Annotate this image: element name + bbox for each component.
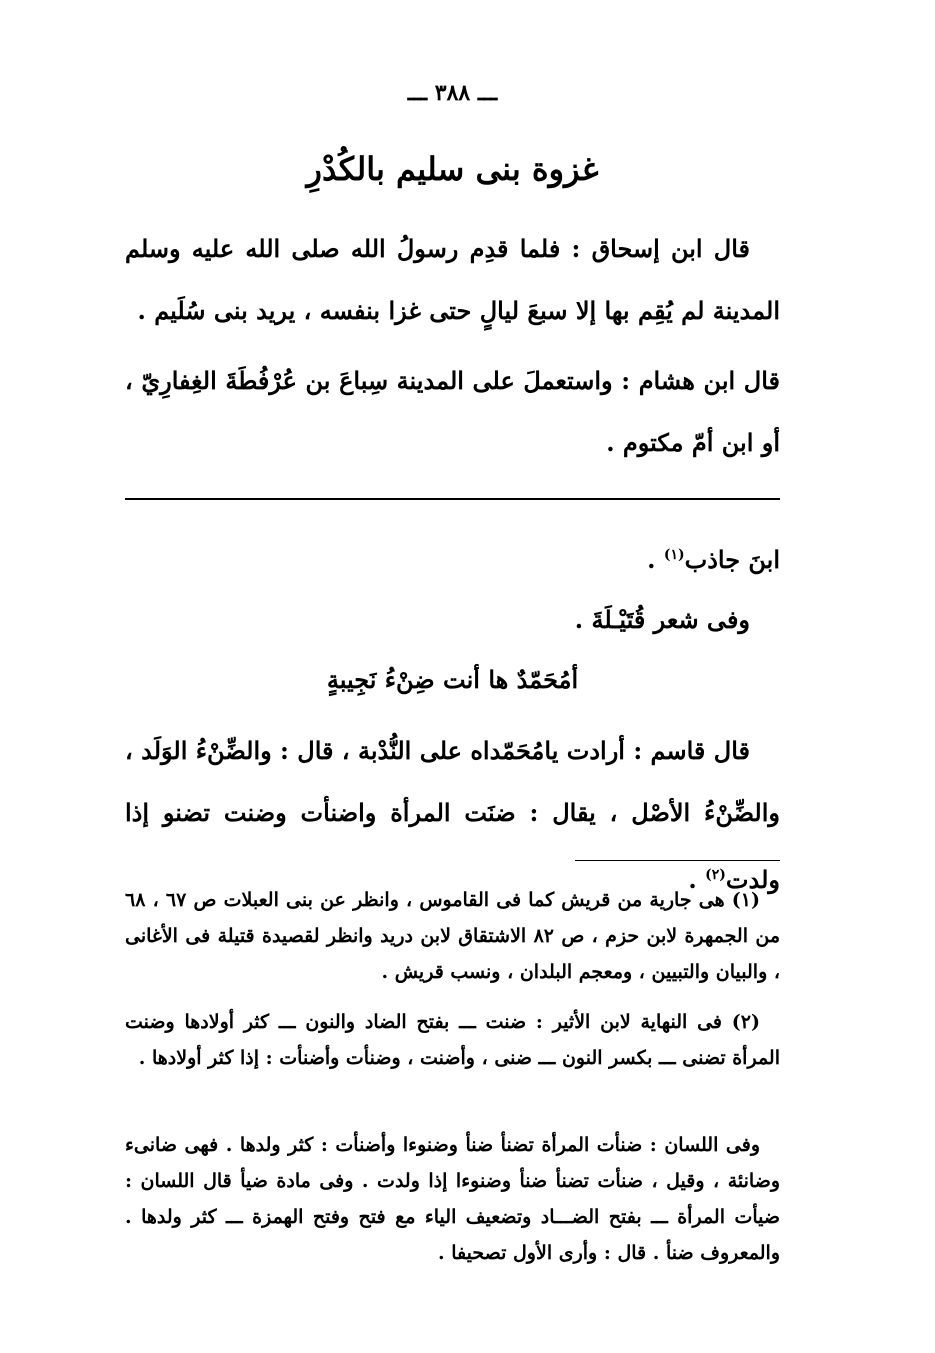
footnote-ref-2: (٢)	[705, 867, 726, 883]
continuation-end-1: .	[647, 545, 664, 574]
paragraph-ibn-hisham: قال ابن هشام : واستعملَ على المدينة سِباعَ بن عُرْفُطَةَ الغِفارِيّ ، أو ابن أمّ مكتوم .	[125, 366, 780, 457]
poem-verse: أمُحَمّدٌ ها أنت ضِنْءُ نَجِيبةٍ	[326, 665, 579, 694]
paragraph-ibn-ishaq: قال ابن إسحاق : فلما قدِم رسولُ الله صلى الله عليه وسلم المدينة لم يُقِم بها إلا سبعَ ليالٍ حتى غزا بنفسه ، يريد بنى سُلَيم .	[125, 234, 780, 325]
page-number: ـــ ٣٨٨ ـــ	[407, 80, 498, 106]
chapter-title: غزوة بنى سليم بالكُدْرِ	[306, 150, 599, 188]
footnote-2-continued: وفى اللسان : ضنأت المرأة تضنأ ضنأ وضنوءا وأضنأت : كثر ولدها . فهى ضانىء وضانئة ، وقيل ، ضنأت تضنأ ضنأ وضنوءا إذا ولدت . وفى مادة ضيأ قال اللسان : ضيأت المرأة ـــ بفتح الضـــاد وتضعيف الياء مع فتح وفتح الهمزة ـــ كثر ولدها . والمعروف ضنأ . قال : وأرى الأول تصحيفا .	[125, 1134, 780, 1264]
paragraph-qasim-end: .	[688, 865, 706, 894]
section-divider	[125, 498, 780, 500]
footnote-ref-1: (١)	[663, 547, 685, 563]
continuation-line-2: وفى شعر قُتَيْـلَةَ .	[574, 605, 750, 634]
continuation-line-1	[647, 545, 780, 574]
paragraph-qasim-text: قال قاسم : أرادت يامُحَمّداه على النُّدْبة ، قال : والضِّنْءُ الوَلَد ، والضِّنْءُ الأصْل ، يقال : ضنَت المرأة واضنأت وضنت تضنو إذا ولدت	[125, 736, 780, 894]
footnote-1: (١) هى جارية من قريش كما فى القاموس ، وانظر عن بنى العبلات ص ٦٧ ، ٦٨ من الجمهرة لابن حزم ، ص ٨٢ الاشتقاق لابن دريد وانظر لقصيدة قتيلة فى الأغانى ، والبيان والتبيين ، ومعجم البلدان ، ونسب قريش .	[125, 889, 780, 983]
book-page	[125, 0, 780, 1353]
footnote-divider	[575, 860, 780, 861]
continuation-text-1: ابنَ جاذب	[684, 545, 780, 574]
footnote-2: (٢) فى النهاية لابن الأثير : ضنت ـــ بفتح الضاد والنون ـــ كثر أولادها وضنت المرأة تضنى ـــ بكسر النون ـــ ضنى ، وأضنت ، وضنأت وأضنأت : إذا كثر أولادها .	[125, 1011, 780, 1069]
